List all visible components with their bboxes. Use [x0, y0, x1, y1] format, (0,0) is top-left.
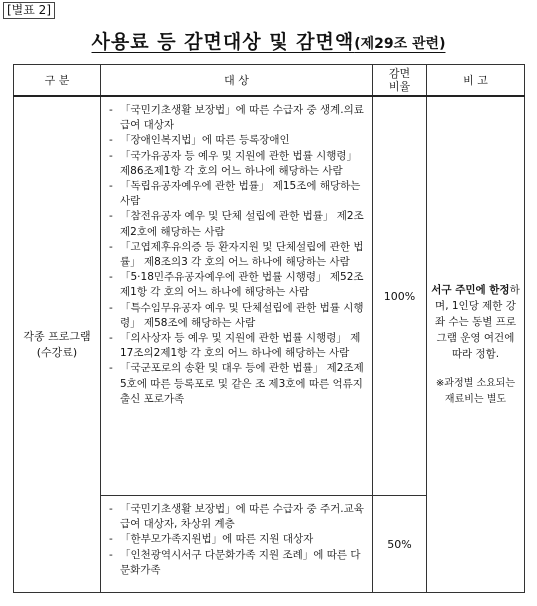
title-sub: (제29조 관련): [354, 36, 446, 52]
header-target: 대 상: [101, 65, 373, 97]
table-header-row: [14, 65, 525, 97]
target-cell-full: [101, 96, 373, 496]
target-item: - 「참전유공자 예우 및 단체 설립에 관한 법률」 제2조제2호에 해당하는 사람: [109, 209, 366, 239]
remarks-footnote: ※과정별 소요되는 재료비는 별도: [435, 377, 516, 405]
remarks-text: 하며, 1인당 제한 강좌 수는 동별 프로그램 운영 여건에 따라 정함.: [434, 283, 520, 360]
header-category: 구 분: [14, 65, 101, 97]
remarks-bold: 서구 주민에 한정: [431, 283, 510, 296]
target-item: - 「의사상자 등 예우 및 지원에 관한 법률 시행령」 제17조의2제1항 각 호의 어느 하나에 해당하는 사람: [109, 331, 366, 361]
target-cell-half: [101, 496, 373, 593]
target-item: - 「국가유공자 등 예우 및 지원에 관한 법률 시행령」 제86조제1항 각 호의 어느 하나에 해당하는 사람: [109, 149, 366, 179]
header-remarks: 비 고: [427, 65, 525, 97]
target-item: - 「국민기초생활 보장법」에 따른 수급자 중 주거.교육급여 대상자, 차상위 계층: [109, 502, 366, 532]
appendix-tag: [별표 2]: [3, 2, 55, 19]
rate-cell: 50%: [373, 496, 427, 593]
target-item: - 「한부모가족지원법」에 따른 지원 대상자: [109, 532, 366, 547]
category-cell: 각종 프로그램 (수강료): [14, 96, 101, 593]
page-title: [0, 27, 537, 54]
title-main: 사용료 등 감면대상 및 감면액: [91, 31, 355, 53]
target-list: [109, 103, 366, 407]
target-list: [109, 502, 366, 578]
target-item: - 「5·18민주유공자예우에 관한 법률 시행령」 제52조제1항 각 호의 어느 하나에 해당하는 사람: [109, 270, 366, 300]
target-item: - 「독립유공자예우에 관한 법률」 제15조에 해당하는 사람: [109, 179, 366, 209]
target-item: - 「고엽제후유의증 등 환자지원 및 단체설립에 관한 법률」 제8조의3 각 호의 어느 하나에 해당하는 사람: [109, 240, 366, 270]
target-item: - 「특수임무유공자 예우 및 단체설립에 관한 법률 시행령」 제58조에 해당하는 사람: [109, 301, 366, 331]
table-row: [14, 96, 525, 496]
reduction-table: [13, 64, 525, 593]
remarks-cell: [427, 96, 525, 593]
header-rate: 감면 비율: [373, 65, 427, 97]
target-item: - 「국민기초생활 보장법」에 따른 수급자 중 생계.의료급여 대상자: [109, 103, 366, 133]
target-item: - 「장애인복지법」에 따른 등록장애인: [109, 133, 366, 148]
rate-cell: 100%: [373, 96, 427, 496]
target-item: - 「국군포로의 송환 및 대우 등에 관한 법률」 제2조제5호에 따른 등록포로 및 같은 조 제3호에 따른 억류지출신 포로가족: [109, 361, 366, 407]
target-item: - 「인천광역시서구 다문화가족 지원 조례」에 따른 다문화가족: [109, 548, 366, 578]
